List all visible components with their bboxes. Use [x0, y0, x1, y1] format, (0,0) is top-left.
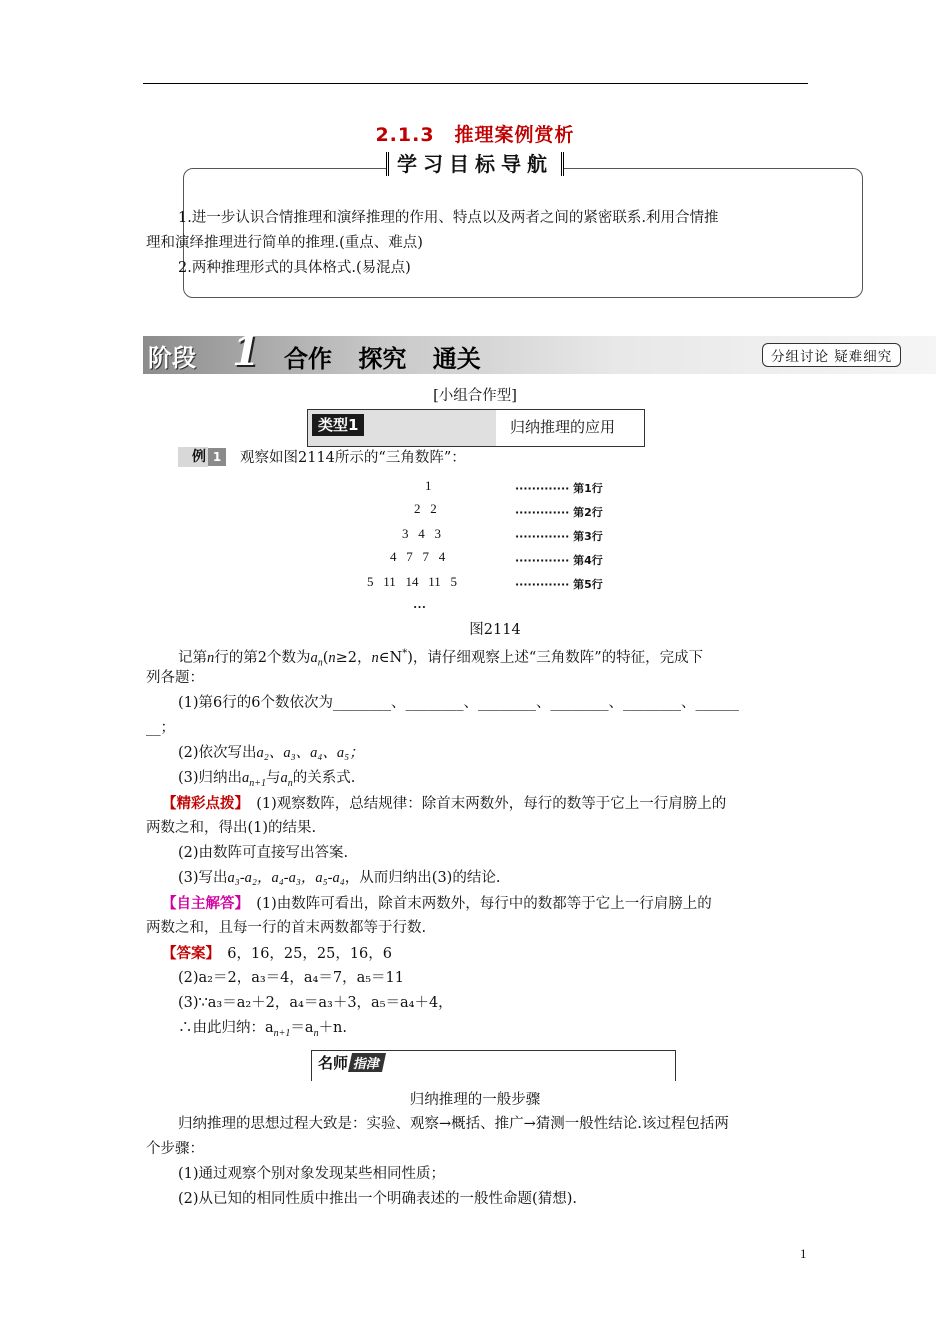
page-title: 2.1.3 推理案例赏析: [375, 124, 575, 146]
header-rule: [143, 83, 808, 84]
example-text: 观察如图2114所示的“三角数阵”：: [240, 450, 466, 466]
hint-line-2: 两数之和，得出(1)的结果.: [146, 820, 317, 836]
hint-label: 【精彩点拨】: [162, 795, 242, 812]
steps-line-3: (1)通过观察个别对象发现某些相同性质；: [178, 1166, 446, 1182]
row-label-3: ············· 第3行: [515, 530, 603, 543]
teacher-label-2: 指津: [348, 1053, 386, 1072]
answer-line-1: [162, 941, 824, 967]
answer-4-text: ＋n.: [318, 1020, 348, 1036]
goal-line-3: 2.两种推理形式的具体格式.(易混点): [178, 260, 411, 276]
triangle-row-4: 4 7 7 4: [390, 549, 446, 564]
answer-line-2: (2)a₂＝2，a₃＝4，a₄＝7，a₅＝11: [178, 970, 404, 986]
solve-label: 【自主解答】: [162, 895, 242, 912]
q3-text: (3)归纳出: [178, 770, 243, 786]
q2-vars: a₂、a₃、a₄、a₅；: [256, 745, 364, 761]
solve-line-1: [162, 891, 812, 917]
solve-text: (1)由数阵可看出，除首末两数外，每行中的数都等于它上一行肩膀上的: [241, 896, 712, 912]
q-intro-part: ≥2，: [335, 649, 372, 666]
answer-line-4: [178, 1016, 840, 1046]
example-label: 例: [178, 447, 208, 467]
row-label-1: ············· 第1行: [515, 482, 603, 495]
q3-text: 的关系式.: [292, 770, 356, 786]
answer-4-text: ∴由此归纳：a: [178, 1020, 274, 1036]
stage-word: 阶段: [148, 344, 196, 372]
hint-3-text: ，从而归纳出(3)的结论.: [344, 870, 501, 886]
row-label-2: ············· 第2行: [515, 506, 603, 519]
answer-label: 【答案】: [162, 945, 213, 962]
hint-line-1: [162, 791, 812, 817]
answer-line-3: (3)∵a₃＝a₂＋2，a₄＝a₃＋3，a₅＝a₄＋4，: [178, 995, 453, 1011]
group-type-label: [小组合作型]: [433, 388, 517, 404]
q-intro-part: 行的第2个数为: [214, 649, 311, 666]
row-label-4: ············· 第4行: [515, 554, 603, 567]
q3-text: 与: [266, 770, 281, 786]
teacher-label: 名师: [318, 1054, 349, 1072]
stage-tag: 分组讨论 疑难细究: [762, 343, 901, 367]
example-number: 1: [208, 448, 226, 466]
stage-number: 1: [232, 328, 260, 375]
hint-3-vars: a₃-a₂，a₄-a₃，a₅-a₄: [227, 870, 345, 886]
goals-header-text: 学习目标导航: [386, 152, 564, 176]
goal-line-1: 1.进一步认识合情推理和演绎推理的作用、特点以及两者之间的紧密联系.利用合情推: [178, 210, 719, 226]
steps-line-2: 个步骤：: [146, 1141, 204, 1157]
answer-4-sub: n+1: [273, 1027, 291, 1039]
goals-header: [0, 148, 950, 177]
goal-line-2: 理和演绎推理进行简单的推理.(重点、难点): [146, 235, 423, 251]
var-a: a: [310, 649, 318, 666]
q2-text: (2)依次写出: [178, 745, 257, 761]
question-1: (1)第6行的6个数依次为________、________、________、________、________、______: [178, 695, 739, 711]
row-label-5: ············· 第5行: [515, 578, 603, 591]
example-badge: [178, 447, 226, 467]
stage-title: 合作 探究 通关: [284, 345, 481, 373]
answer-text: 6，16，25，25，16，6: [212, 946, 393, 962]
q-intro-part: ∈N: [378, 649, 403, 666]
steps-line-1: 归纳推理的思想过程大致是：实验、观察→概括、推广→猜测一般性结论.该过程包括两: [178, 1116, 729, 1132]
var-n: n: [328, 649, 336, 666]
q-intro-part: (: [322, 649, 329, 666]
var-n: n: [371, 649, 379, 666]
triangle-row-3: 3 4 3: [402, 526, 441, 541]
var-n: n: [207, 649, 215, 666]
solve-line-2: 两数之和，且每一行的首末两数都等于行数.: [146, 920, 427, 936]
answer-4-sub: n: [313, 1027, 319, 1039]
question-intro-cont: 列各题：: [146, 670, 204, 686]
type-box: [307, 409, 645, 447]
triangle-row-5: 5 11 14 11 5: [367, 574, 458, 589]
question-1-cont: __；: [146, 720, 175, 736]
q-intro-part: )，请仔细观察上述“三角数阵”的特征，完成下: [407, 649, 704, 666]
page-number: 1: [800, 1246, 807, 1261]
triangle-ellipsis: …: [413, 596, 426, 611]
answer-4-text: ＝a: [290, 1020, 314, 1036]
question-2: [178, 741, 840, 766]
hint-text: (1)观察数阵，总结规律：除首末两数外，每行的数等于它上一行肩膀上的: [241, 796, 727, 812]
sub-n: n: [287, 777, 293, 789]
hint-line-4: [178, 866, 840, 891]
sub-n-plus-1: n+1: [249, 777, 267, 789]
teacher-badge: [318, 1052, 384, 1073]
steps-line-4: (2)从已知的相同性质中推出一个明确表述的一般性命题(猜想).: [178, 1191, 577, 1207]
star-sup: *: [402, 648, 408, 659]
question-3: (3)归纳出$a_{n+1}$与$a_n$的关系式.: [178, 770, 356, 789]
type-label-bg: [308, 410, 496, 446]
var-n-sub: n: [317, 657, 323, 669]
triangle-row-2: 2 2: [414, 501, 437, 516]
type-name: 归纳推理的应用: [510, 418, 616, 436]
hint-3-text: (3)写出: [178, 870, 228, 886]
triangle-row-1: 1: [425, 478, 432, 493]
q-intro-part: 记第: [178, 649, 207, 666]
figure-caption: 图2114: [469, 622, 521, 638]
hint-line-3: (2)由数阵可直接写出答案.: [178, 845, 349, 861]
steps-title: 归纳推理的一般步骤: [409, 1092, 541, 1108]
type-badge: 类型1: [312, 414, 364, 436]
